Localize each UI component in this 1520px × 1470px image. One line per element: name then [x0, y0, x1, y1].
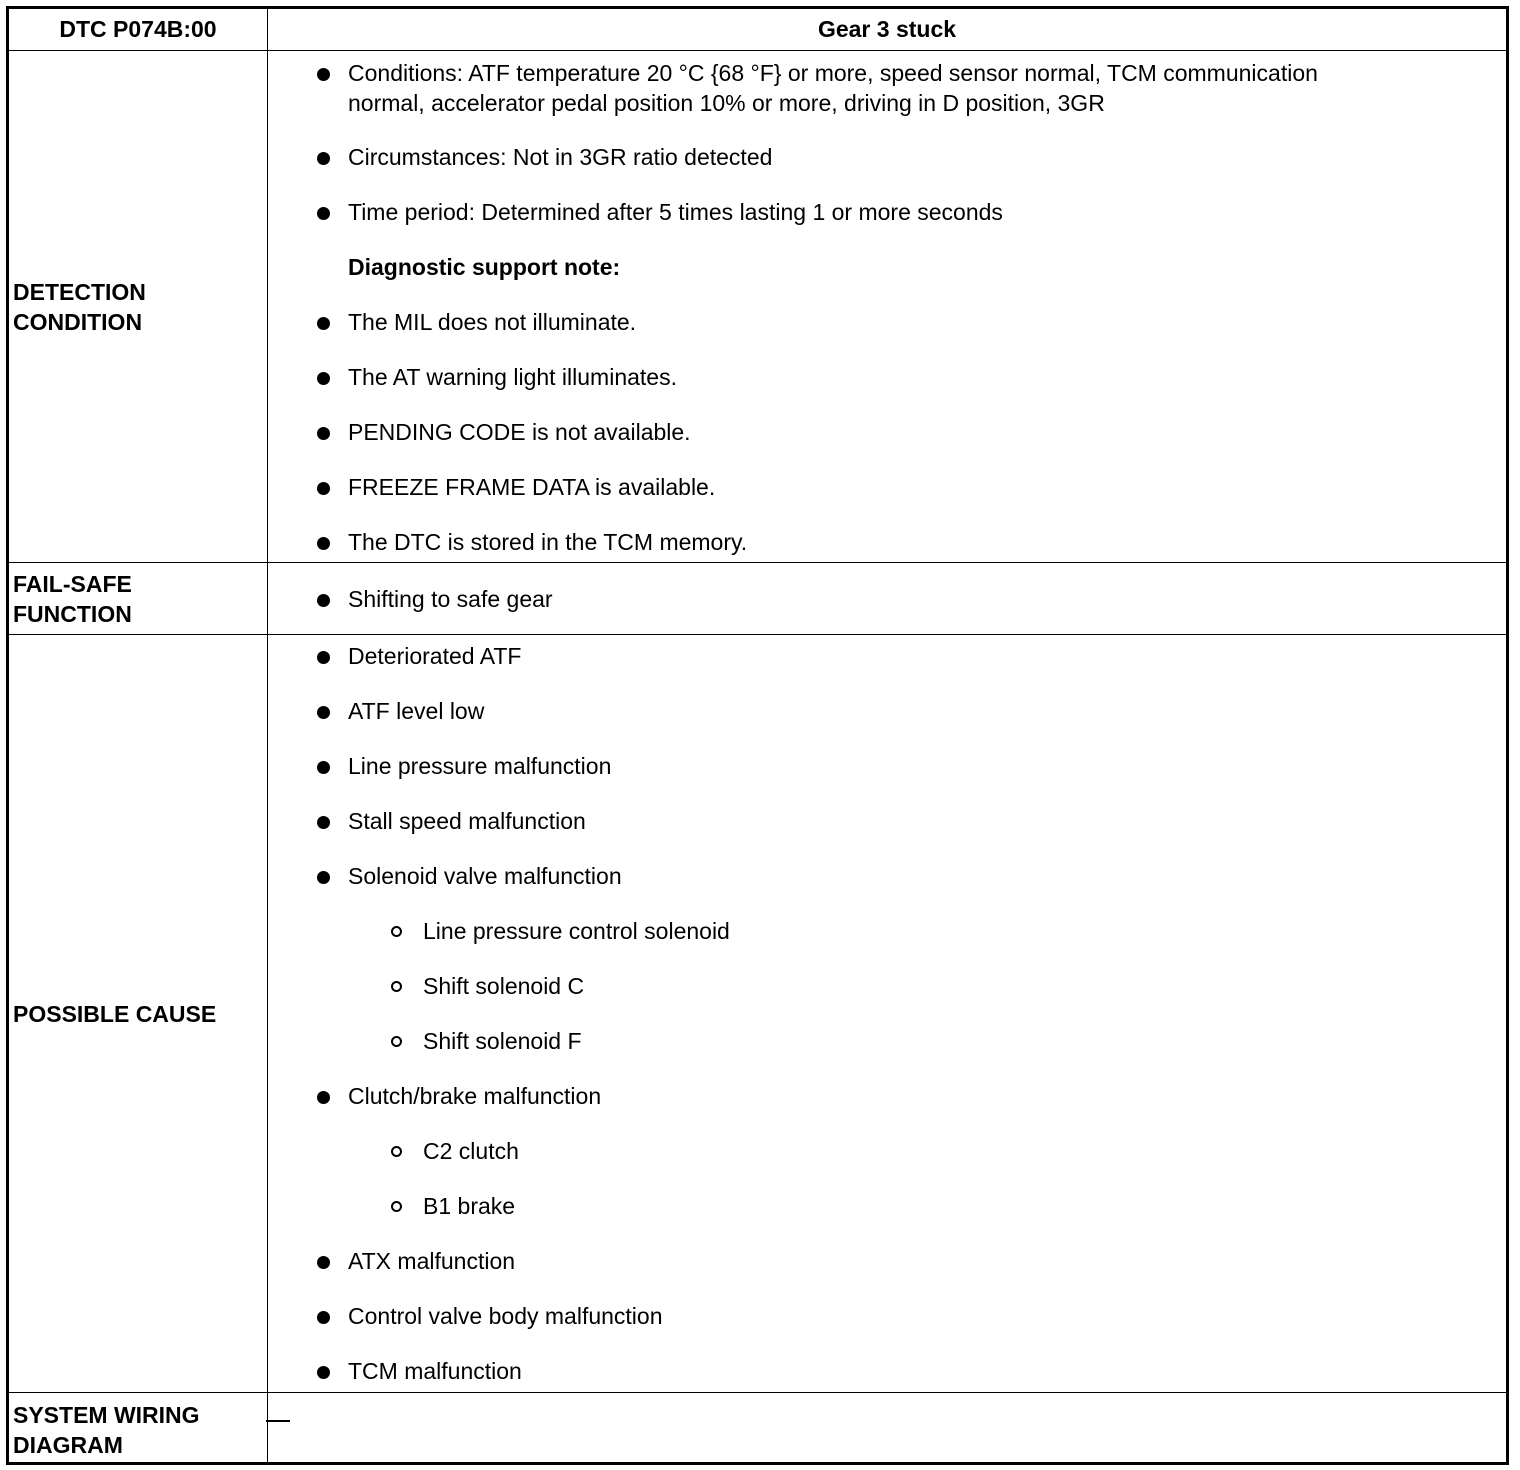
bullet-icon — [317, 871, 330, 884]
note-item: PENDING CODE is not available. — [348, 419, 691, 445]
cause-item: ATX malfunction — [348, 1248, 516, 1274]
failsafe-item: Shifting to safe gear — [348, 586, 553, 612]
bullet-icon — [317, 537, 330, 550]
label-line: DIAGRAM — [13, 1432, 123, 1458]
condition-line: normal, accelerator pedal position 10% or more, driving in D position, 3GR — [348, 90, 1105, 116]
bullet-icon — [317, 1091, 330, 1104]
dtc-table — [6, 6, 1509, 1465]
sub-bullet-icon — [391, 1146, 402, 1157]
detection-condition-label — [13, 277, 263, 337]
possible-cause-label: POSSIBLE CAUSE — [13, 1001, 217, 1027]
note-item: The DTC is stored in the TCM memory. — [348, 529, 748, 555]
condition-text — [348, 58, 1318, 118]
cause-subitem: Line pressure control solenoid — [423, 918, 730, 944]
bullet-icon — [317, 706, 330, 719]
cause-item: Stall speed malfunction — [348, 808, 586, 834]
bullet-icon — [317, 317, 330, 330]
bullet-icon — [317, 1256, 330, 1269]
circumstances-text: Circumstances: Not in 3GR ratio detected — [348, 144, 773, 170]
row-divider — [9, 1392, 1506, 1393]
cause-item: ATF level low — [348, 698, 485, 724]
cause-item: Line pressure malfunction — [348, 753, 612, 779]
bullet-icon — [317, 372, 330, 385]
column-divider — [267, 9, 268, 1462]
cause-subitem: Shift solenoid C — [423, 973, 585, 999]
diagnostic-note-heading: Diagnostic support note: — [348, 254, 621, 280]
cause-item: Solenoid valve malfunction — [348, 863, 622, 889]
cause-subitem: C2 clutch — [423, 1138, 519, 1164]
dtc-code: DTC P074B:00 — [59, 16, 217, 42]
bullet-icon — [317, 152, 330, 165]
cause-subitem: B1 brake — [423, 1193, 516, 1219]
cause-item: Deteriorated ATF — [348, 643, 522, 669]
bullet-icon — [317, 1366, 330, 1379]
row-divider — [9, 50, 1506, 51]
dtc-title: Gear 3 stuck — [817, 16, 957, 42]
sub-bullet-icon — [391, 926, 402, 937]
row-divider — [9, 634, 1506, 635]
sub-bullet-icon — [391, 1036, 402, 1047]
sub-bullet-icon — [391, 1201, 402, 1212]
note-item: FREEZE FRAME DATA is available. — [348, 474, 716, 500]
label-line: DETECTION — [13, 279, 146, 305]
cause-item: Clutch/brake malfunction — [348, 1083, 602, 1109]
label-line: SYSTEM WIRING — [13, 1402, 200, 1428]
wiring-diagram-label — [13, 1400, 263, 1460]
bullet-icon — [317, 207, 330, 220]
cause-item: TCM malfunction — [348, 1358, 522, 1384]
condition-line: Conditions: ATF temperature 20 °C {68 °F} or more, speed sensor normal, TCM communication — [348, 60, 1318, 86]
failsafe-label — [13, 569, 263, 629]
em-dash-placeholder — [266, 1420, 290, 1422]
time-period-text: Time period: Determined after 5 times lasting 1 or more seconds — [348, 199, 1003, 225]
label-line: FAIL-SAFE — [13, 571, 132, 597]
note-item: The MIL does not illuminate. — [348, 309, 637, 335]
bullet-icon — [317, 1311, 330, 1324]
bullet-icon — [317, 482, 330, 495]
note-item: The AT warning light illuminates. — [348, 364, 677, 390]
sub-bullet-icon — [391, 981, 402, 992]
bullet-icon — [317, 761, 330, 774]
row-divider — [9, 562, 1506, 563]
bullet-icon — [317, 651, 330, 664]
bullet-icon — [317, 68, 330, 81]
bullet-icon — [317, 594, 330, 607]
bullet-icon — [317, 816, 330, 829]
cause-subitem: Shift solenoid F — [423, 1028, 582, 1054]
label-line: FUNCTION — [13, 601, 132, 627]
bullet-icon — [317, 427, 330, 440]
cause-item: Control valve body malfunction — [348, 1303, 663, 1329]
label-line: CONDITION — [13, 309, 143, 335]
